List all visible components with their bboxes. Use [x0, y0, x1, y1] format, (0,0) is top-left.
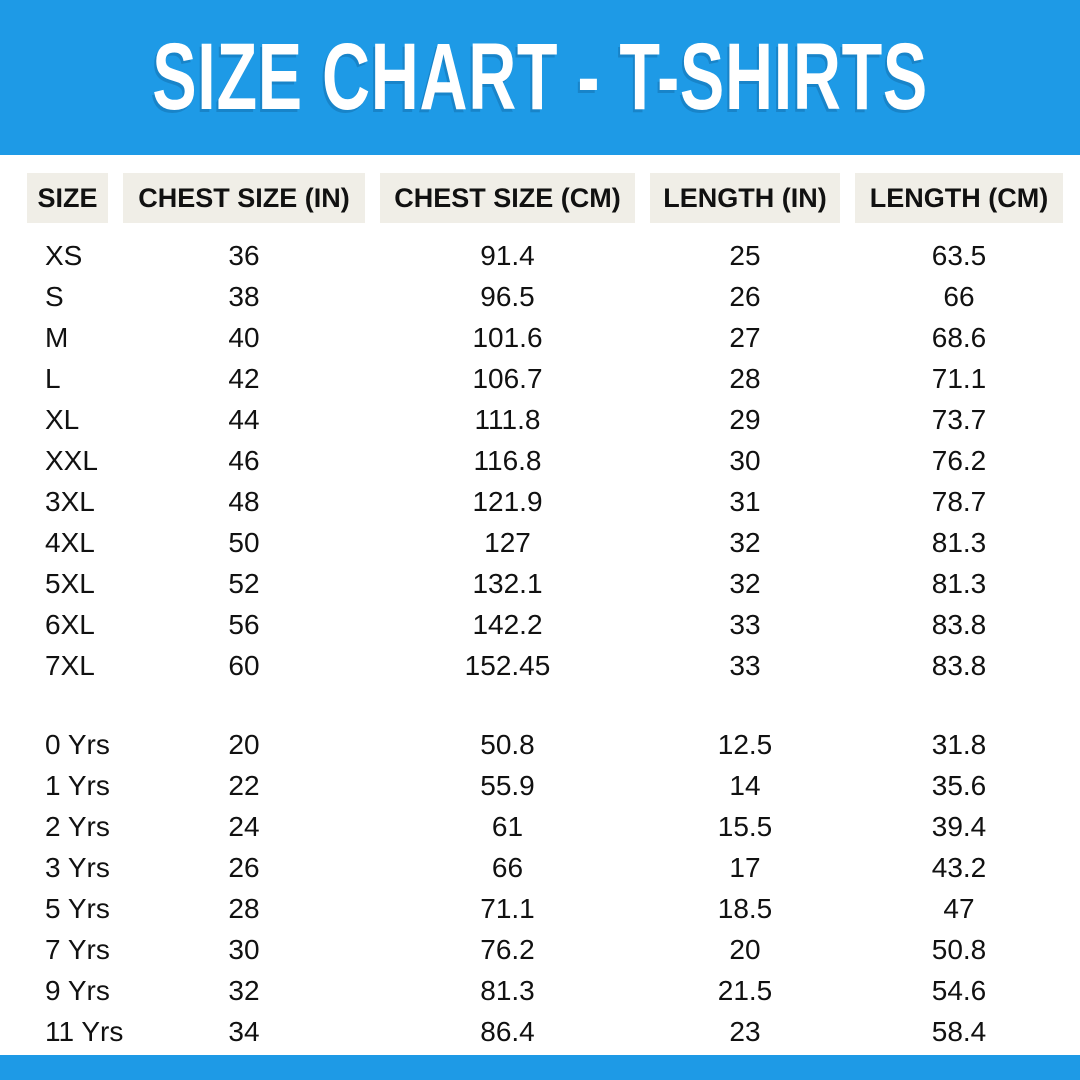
- cell-size: 2 Yrs: [45, 810, 110, 842]
- cell-chest-cm: 101.6: [472, 321, 543, 353]
- cell-size: 11 Yrs: [45, 1015, 124, 1047]
- cell-size: S: [45, 280, 64, 312]
- cell-size: 5XL: [45, 567, 95, 599]
- cell-chest-cm: 142.2: [472, 608, 543, 640]
- cell-chest-cm: 86.4: [480, 1015, 535, 1047]
- cell-size: 7 Yrs: [45, 933, 110, 965]
- table-row: [27, 563, 1080, 604]
- cell-length-in: 29: [729, 403, 761, 435]
- cell-chest-cm: 66: [491, 851, 524, 883]
- cell-size: 1 Yrs: [45, 769, 110, 801]
- table-row: [27, 604, 1080, 645]
- cell-chest-in: 22: [228, 769, 260, 801]
- cell-size: L: [45, 362, 61, 394]
- cell-chest-cm: 50.8: [480, 728, 535, 760]
- cell-chest-in: 34: [228, 1015, 260, 1047]
- cell-length-in: 27: [729, 321, 761, 353]
- cell-length-cm: 71.1: [931, 362, 987, 394]
- cell-chest-cm: 127: [484, 526, 531, 558]
- cell-chest-in: 48: [228, 485, 260, 517]
- table-row: [27, 317, 1080, 358]
- bottom-strip: [0, 1055, 1080, 1080]
- cell-chest-in: 36: [228, 239, 260, 271]
- cell-size: XL: [45, 403, 80, 435]
- table-row: [27, 888, 1080, 929]
- cell-chest-in: 46: [228, 444, 260, 476]
- cell-length-in: 23: [729, 1015, 761, 1047]
- cell-size: XS: [45, 239, 83, 271]
- cell-size: 3 Yrs: [45, 851, 110, 883]
- cell-length-in: 31: [729, 485, 761, 517]
- cell-chest-cm: 116.8: [473, 444, 542, 476]
- cell-length-cm: 58.4: [931, 1015, 987, 1047]
- cell-size: 4XL: [45, 526, 95, 558]
- cell-length-in: 18.5: [717, 892, 773, 924]
- cell-chest-in: 56: [228, 608, 260, 640]
- cell-chest-cm: 132.1: [472, 567, 543, 599]
- table-body: [27, 235, 1080, 1052]
- cell-size: 6XL: [45, 608, 95, 640]
- cell-length-in: 28: [729, 362, 761, 394]
- table-row: [27, 358, 1080, 399]
- cell-chest-cm: 76.2: [480, 933, 535, 965]
- table-row: [27, 481, 1080, 522]
- cell-length-in: 12.5: [717, 728, 773, 760]
- table-row: [27, 929, 1080, 970]
- cell-chest-cm: 152.45: [464, 649, 551, 681]
- table-row: [27, 847, 1080, 888]
- table-header-row: [27, 173, 1080, 223]
- page-title: SIZE CHART - T-SHIRTS: [152, 24, 928, 130]
- cell-length-cm: 68.6: [931, 321, 987, 353]
- cell-length-in: 25: [729, 239, 761, 271]
- cell-size: M: [45, 321, 69, 353]
- table-row: [27, 806, 1080, 847]
- cell-chest-in: 60: [228, 649, 260, 681]
- cell-length-cm: 47: [943, 892, 975, 924]
- cell-length-cm: 50.8: [931, 933, 987, 965]
- cell-chest-in: 30: [228, 933, 260, 965]
- cell-length-in: 32: [729, 526, 761, 558]
- cell-length-cm: 54.6: [931, 974, 987, 1006]
- cell-length-cm: 31.8: [931, 728, 987, 760]
- cell-chest-in: 44: [228, 403, 260, 435]
- cell-size: 3XL: [45, 485, 95, 517]
- header-chest-cm: CHEST SIZE (CM): [380, 173, 635, 223]
- cell-chest-cm: 81.3: [480, 974, 535, 1006]
- cell-length-cm: 43.2: [931, 851, 987, 883]
- cell-chest-cm: 106.7: [472, 362, 543, 394]
- size-table: [0, 173, 1080, 1052]
- cell-length-in: 33: [729, 649, 761, 681]
- cell-size: 5 Yrs: [45, 892, 110, 924]
- cell-length-in: 30: [729, 444, 761, 476]
- cell-length-in: 14: [729, 769, 761, 801]
- cell-size: XXL: [45, 444, 98, 476]
- section-spacer: [27, 686, 1080, 724]
- cell-chest-in: 32: [228, 974, 260, 1006]
- cell-chest-cm: 55.9: [480, 769, 535, 801]
- table-row: [27, 765, 1080, 806]
- table-row: [27, 724, 1080, 765]
- cell-length-in: 21.5: [717, 974, 773, 1006]
- cell-chest-cm: 121.9: [472, 485, 543, 517]
- cell-size: 9 Yrs: [45, 974, 110, 1006]
- cell-length-cm: 81.3: [931, 567, 987, 599]
- cell-length-cm: 73.7: [931, 403, 987, 435]
- cell-length-in: 33: [729, 608, 761, 640]
- cell-size: 7XL: [45, 649, 95, 681]
- cell-chest-cm: 96.5: [480, 280, 535, 312]
- table-row: [27, 399, 1080, 440]
- cell-chest-in: 38: [228, 280, 260, 312]
- cell-length-in: 15.5: [717, 810, 773, 842]
- table-row: [27, 970, 1080, 1011]
- cell-chest-in: 20: [228, 728, 260, 760]
- table-row: [27, 645, 1080, 686]
- title-banner: [0, 0, 1080, 155]
- header-chest-in: CHEST SIZE (IN): [123, 173, 365, 223]
- cell-chest-cm: 111.8: [474, 403, 541, 435]
- table-row: [27, 276, 1080, 317]
- cell-length-in: 17: [729, 851, 761, 883]
- cell-chest-in: 26: [228, 851, 260, 883]
- cell-chest-in: 52: [228, 567, 260, 599]
- cell-length-cm: 81.3: [931, 526, 987, 558]
- cell-chest-cm: 61: [491, 810, 524, 842]
- cell-length-cm: 35.6: [931, 769, 987, 801]
- cell-length-cm: 83.8: [931, 649, 987, 681]
- cell-chest-in: 28: [228, 892, 260, 924]
- cell-length-cm: 66: [943, 280, 975, 312]
- cell-length-cm: 83.8: [931, 608, 987, 640]
- table-row: [27, 235, 1080, 276]
- cell-chest-cm: 91.4: [480, 239, 535, 271]
- cell-length-in: 32: [729, 567, 761, 599]
- cell-length-in: 26: [729, 280, 761, 312]
- table-row: [27, 440, 1080, 481]
- cell-chest-in: 24: [228, 810, 260, 842]
- cell-length-cm: 39.4: [931, 810, 987, 842]
- cell-chest-in: 40: [228, 321, 260, 353]
- cell-length-cm: 63.5: [931, 239, 987, 271]
- cell-length-cm: 78.7: [931, 485, 987, 517]
- cell-size: 0 Yrs: [45, 728, 110, 760]
- header-size: SIZE: [27, 173, 108, 223]
- cell-length-cm: 76.2: [931, 444, 987, 476]
- cell-chest-in: 42: [228, 362, 260, 394]
- cell-chest-cm: 71.1: [480, 892, 535, 924]
- table-row: [27, 1011, 1080, 1052]
- table-row: [27, 522, 1080, 563]
- cell-chest-in: 50: [228, 526, 260, 558]
- cell-length-in: 20: [729, 933, 761, 965]
- header-length-cm: LENGTH (CM): [855, 173, 1063, 223]
- header-length-in: LENGTH (IN): [650, 173, 840, 223]
